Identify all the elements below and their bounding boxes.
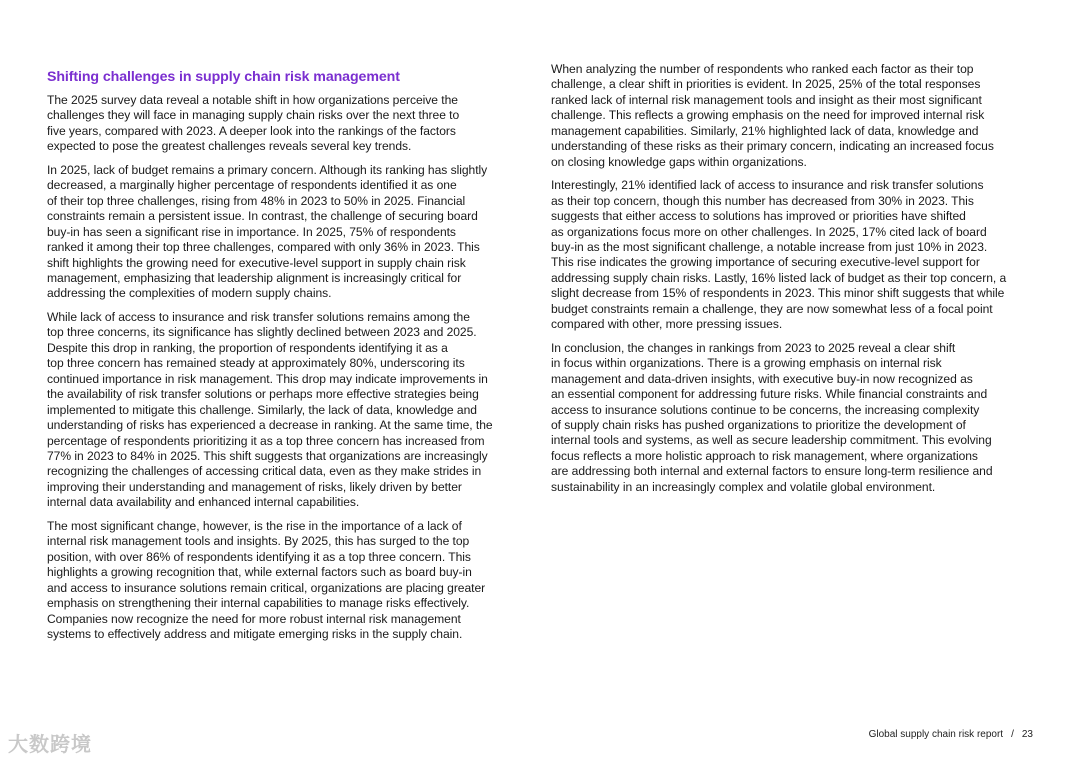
paragraph-line: Companies now recognize the need for more robust internal risk management xyxy=(47,611,461,626)
watermark-text: 大数跨境 xyxy=(8,734,92,756)
paragraph-line: slight decrease from 15% of respondents in 2023. This minor shift suggests that while xyxy=(551,286,1005,301)
paragraph-line: highlights a growing recognition that, while external factors such as board buy-in xyxy=(47,565,472,580)
paragraph-line: internal risk management tools and insights. By 2025, this has surged to the top xyxy=(47,534,470,549)
paragraph-line: sustainability in an increasingly complex and volatile global environment. xyxy=(551,479,936,494)
paragraph-line: decreased, a marginally higher percentage of respondents identified it as one xyxy=(47,178,457,193)
paragraph-line: When analyzing the number of respondents who ranked each factor as their top xyxy=(551,62,974,76)
left-column xyxy=(47,68,537,650)
paragraph-line: percentage of respondents prioritizing it as a top three concern has increased from xyxy=(47,433,485,448)
body-paragraph xyxy=(551,62,1051,170)
paragraph-line: access to insurance solutions continue to be concerns, the increasing complexity xyxy=(551,402,980,417)
paragraph-line: position, with over 86% of respondents identifying it as a top three concern. This xyxy=(47,549,471,564)
paragraph-line: While lack of access to insurance and risk transfer solutions remains among the xyxy=(47,309,470,324)
paragraph-line: improving their understanding and management of risks, likely driven by better xyxy=(47,479,462,494)
paragraph-line: understanding of these risks as their primary concern, indicating an increased focus xyxy=(551,139,994,154)
paragraph-line: five years, compared with 2023. A deeper look into the rankings of the factors xyxy=(47,123,456,138)
paragraph-line: buy-in has seen a significant rise in importance. In 2025, 75% of respondents xyxy=(47,224,456,239)
paragraph-line: continued importance in risk management. This drop may indicate improvements in xyxy=(47,371,488,386)
paragraph-line: budget constraints remain a challenge, they are now somewhat less of a focal point xyxy=(551,301,993,316)
paragraph-line: understanding of risks has experienced a decrease in ranking. At the same time, the xyxy=(47,418,493,433)
body-paragraph xyxy=(47,93,537,155)
right-column xyxy=(551,62,1051,503)
paragraph-line: on closing knowledge gaps within organizations. xyxy=(551,154,807,169)
paragraph-line: addressing supply chain risks. Lastly, 16% listed lack of budget as their top concern, a xyxy=(551,270,1007,285)
paragraph-line: emphasis on strengthening their internal capabilities to manage risks effectively. xyxy=(47,596,470,611)
body-paragraph xyxy=(551,341,1051,496)
section-heading: Shifting challenges in supply chain risk management xyxy=(47,69,400,85)
paragraph-line: 77% in 2023 to 84% in 2025. This shift suggests that organizations are increasingly xyxy=(47,448,488,463)
watermark-logo xyxy=(8,728,92,757)
paragraph-line: suggests that either access to solutions has improved or priorities have shifted xyxy=(551,209,966,224)
paragraph-line: as organizations focus more on other challenges. In 2025, 17% cited lack of board xyxy=(551,224,987,239)
paragraph-line: buy-in as the most significant challenge, a notable increase from just 10% in 2023. xyxy=(551,239,988,254)
paragraph-line: shift highlights the growing need for executive-level support in supply chain risk xyxy=(47,255,466,270)
page-footer xyxy=(869,729,1033,740)
paragraph-line: recognizing the challenges of accessing critical data, even as they make strides in xyxy=(47,464,482,479)
body-paragraph xyxy=(551,178,1051,333)
paragraph-line: of their top three challenges, rising from 48% in 2023 to 50% in 2025. Financial xyxy=(47,193,466,208)
paragraph-line: addressing the complexities of modern supply chains. xyxy=(47,286,332,301)
report-title: Global supply chain risk report xyxy=(868,729,1004,740)
right-paragraphs xyxy=(551,62,1051,495)
paragraph-line: Interestingly, 21% identified lack of access to insurance and risk transfer solutions xyxy=(551,178,984,193)
body-paragraph xyxy=(47,310,537,511)
paragraph-line: management and data-driven insights, with executive buy-in now recognized as xyxy=(551,371,973,386)
paragraph-line: In conclusion, the changes in rankings from 2023 to 2025 reveal a clear shift xyxy=(551,340,956,355)
paragraph-line: This rise indicates the growing importance of securing executive-level support for xyxy=(551,255,980,270)
paragraph-line: In 2025, lack of budget remains a primary concern. Although its ranking has slightly xyxy=(47,162,488,177)
paragraph-line: expected to pose the greatest challenges reveals several key trends. xyxy=(47,139,412,154)
paragraph-line: top three concerns, its significance has slightly declined between 2023 and 2025. xyxy=(47,325,477,340)
left-paragraphs xyxy=(47,93,537,642)
paragraph-line: The 2025 survey data reveal a notable shift in how organizations perceive the xyxy=(47,93,458,107)
paragraph-line: top three concern has remained steady at approximately 80%, underscoring its xyxy=(47,356,465,371)
paragraph-line: an essential component for addressing future risks. While financial constraints and xyxy=(551,387,988,402)
paragraph-line: ranked lack of internal risk management tools and insight as their most significant xyxy=(551,92,982,107)
paragraph-line: constraints remain a persistent issue. In contrast, the challenge of securing board xyxy=(47,209,478,224)
paragraph-line: the availability of risk transfer solutions or perhaps more effective strategies being xyxy=(47,387,479,402)
footer-separator: / xyxy=(1011,729,1014,740)
paragraph-line: in focus within organizations. There is a growing emphasis on internal risk xyxy=(551,356,942,371)
paragraph-line: challenges they will face in managing supply chain risks over the next three to xyxy=(47,108,460,123)
paragraph-line: of supply chain risks has pushed organizations to prioritize the development of xyxy=(551,417,966,432)
paragraph-line: management capabilities. Similarly, 21% highlighted lack of data, knowledge and xyxy=(551,123,979,138)
paragraph-line: challenge. This reflects a growing emphasis on the need for improved internal risk xyxy=(551,108,985,123)
body-paragraph xyxy=(47,163,537,302)
paragraph-line: Despite this drop in ranking, the proportion of respondents identifying it as a xyxy=(47,340,448,355)
paragraph-line: are addressing both internal and external factors to ensure long-term resilience and xyxy=(551,464,993,479)
paragraph-line: focus reflects a more holistic approach to risk management, where organizations xyxy=(551,448,978,463)
paragraph-line: and access to insurance solutions remain critical, organizations are placing greater xyxy=(47,580,486,595)
paragraph-line: compared with other, more pressing issues. xyxy=(551,317,783,332)
page-number: 23 xyxy=(1021,729,1033,740)
paragraph-line: The most significant change, however, is the rise in the importance of a lack of xyxy=(47,518,462,533)
paragraph-line: challenge, a clear shift in priorities is evident. In 2025, 25% of the total responses xyxy=(551,77,981,92)
paragraph-line: management, emphasizing that leadership alignment is increasingly critical for xyxy=(47,270,462,285)
paragraph-line: internal tools and systems, as well as secure leadership commitment. This evolving xyxy=(551,433,992,448)
paragraph-line: systems to effectively address and mitigate emerging risks in the supply chain. xyxy=(47,626,463,641)
paragraph-line: internal data availability and enhanced internal capabilities. xyxy=(47,495,360,510)
paragraph-line: as their top concern, though this number has decreased from 30% in 2023. This xyxy=(551,193,974,208)
body-paragraph xyxy=(47,519,537,643)
paragraph-line: implemented to mitigate this challenge. Similarly, the lack of data, knowledge and xyxy=(47,402,477,417)
paragraph-line: ranked it among their top three challenges, compared with only 36% in 2023. This xyxy=(47,240,480,255)
